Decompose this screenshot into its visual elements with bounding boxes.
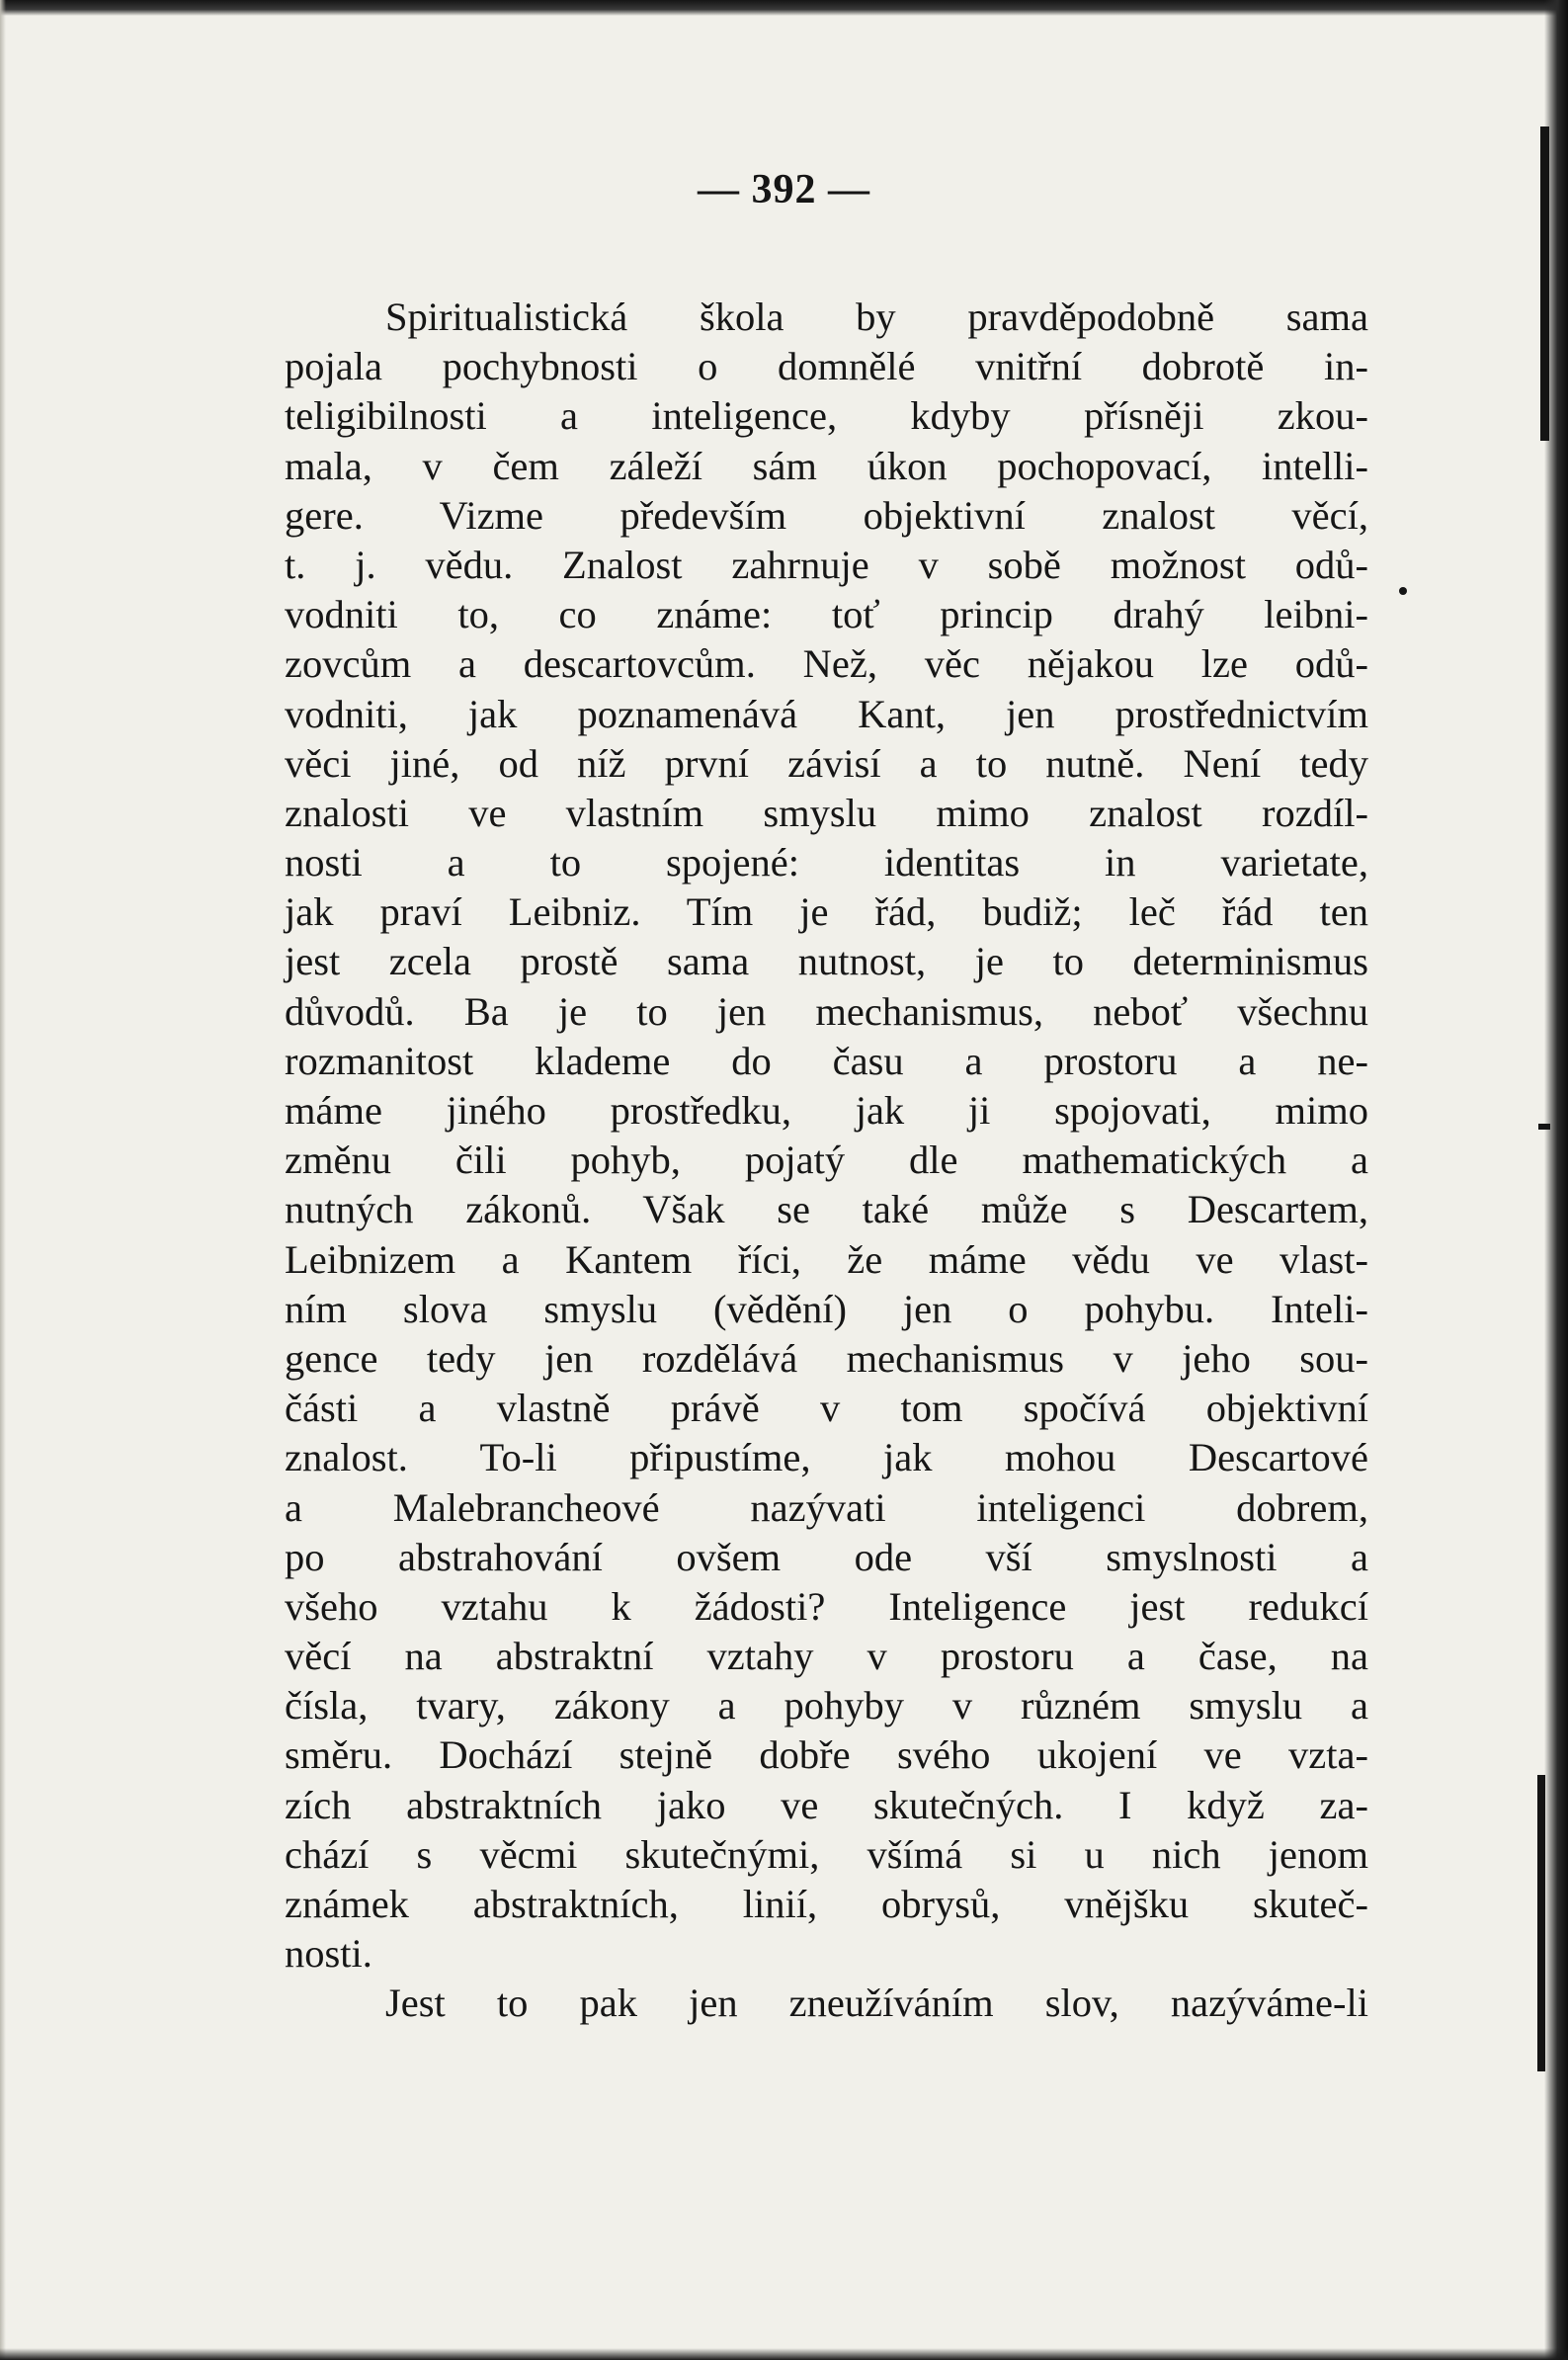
text-line: znalosti ve vlastním smyslu mimo znalost rozdíl- (285, 790, 1368, 835)
text-line: chází s věcmi skutečnými, všímá si u nich jenom (285, 1831, 1368, 1877)
text-line: mala, v čem záleží sám úkon pochopovací, intelli- (285, 443, 1368, 488)
margin-tick (1538, 1124, 1550, 1130)
text-line: směru. Dochází stejně dobře svého ukojení ve vzta- (285, 1732, 1368, 1778)
margin-bracket-bottom (1537, 1775, 1545, 2071)
text-line: Jest to pak jen zneužíváním slov, nazýváme-li (385, 1981, 1368, 2026)
text-line: zovcům a descartovcům. Než, věc nějakou lze odů- (285, 641, 1368, 687)
body-text (285, 293, 1368, 2029)
text-line: čísla, tvary, zákony a pohyby v různém smyslu a (285, 1683, 1368, 1728)
text-line: části a vlastně právě v tom spočívá objektivní (285, 1386, 1368, 1431)
text-line: zích abstraktních jako ve skutečných. I když za- (285, 1782, 1368, 1827)
scan-edge-bottom (0, 2348, 1568, 2360)
text-line: máme jiného prostředku, jak ji spojovati, mimo (285, 1088, 1368, 1133)
text-line: teligibilnosti a inteligence, kdyby přísněji zkou- (285, 393, 1368, 439)
text-line: gence tedy jen rozdělává mechanismus v jeho sou- (285, 1335, 1368, 1381)
text-line: po abstrahování ovšem ode vší smyslnosti a (285, 1534, 1368, 1579)
text-line: a Malebrancheové nazývati inteligenci dobrem, (285, 1484, 1368, 1530)
paragraph (285, 1979, 1368, 2028)
scan-edge-top (0, 0, 1568, 16)
text-line: všeho vztahu k žádosti? Inteligence jest redukcí (285, 1583, 1368, 1629)
text-line: nosti. (285, 1931, 372, 1977)
text-line: pojala pochybnosti o domnělé vnitřní dobrotě in- (285, 344, 1368, 389)
paragraph (285, 293, 1368, 1979)
text-line: známek abstraktních, linií, obrysů, vnějšku skuteč- (285, 1882, 1368, 1926)
text-line: rozmanitost klademe do času a prostoru a ne- (285, 1038, 1368, 1083)
page-number: — 392 — (698, 167, 870, 212)
text-line: nosti a to spojené: identitas in varietate, (285, 840, 1368, 885)
margin-dot (1399, 587, 1407, 595)
text-line: Spiritualistická škola by pravděpodobně sama (385, 295, 1368, 339)
text-line: znalost. To-li připustíme, jak mohou Descartové (285, 1435, 1368, 1480)
text-line: jest zcela prostě sama nutnost, je to determinismus (285, 939, 1368, 984)
text-line: věci jiné, od níž první závisí a to nutně. Není tedy (285, 740, 1368, 786)
text-line: Leibnizem a Kantem říci, že máme vědu ve vlast- (285, 1236, 1368, 1282)
text-line: jak praví Leibniz. Tím je řád, budiž; leč řád ten (285, 889, 1368, 935)
text-line: vodniti to, co známe: toť princip drahý leibni- (285, 592, 1368, 637)
text-line: změnu čili pohyb, pojatý dle mathematických a (285, 1138, 1368, 1183)
text-line: vodniti, jak poznamenává Kant, jen prostřednictvím (285, 691, 1368, 736)
text-line: nutných zákonů. Však se také může s Descartem, (285, 1187, 1368, 1232)
text-line: věcí na abstraktní vztahy v prostoru a čase, na (285, 1634, 1368, 1679)
scan-edge-left (0, 0, 6, 2360)
text-line: důvodů. Ba je to jen mechanismus, neboť všechnu (285, 988, 1368, 1034)
text-line: t. j. vědu. Znalost zahrnuje v sobě možnost odů- (285, 542, 1368, 587)
text-line: ním slova smyslu (vědění) jen o pohybu. Inteli- (285, 1286, 1368, 1331)
text-line: gere. Vizme především objektivní znalost věcí, (285, 492, 1368, 538)
